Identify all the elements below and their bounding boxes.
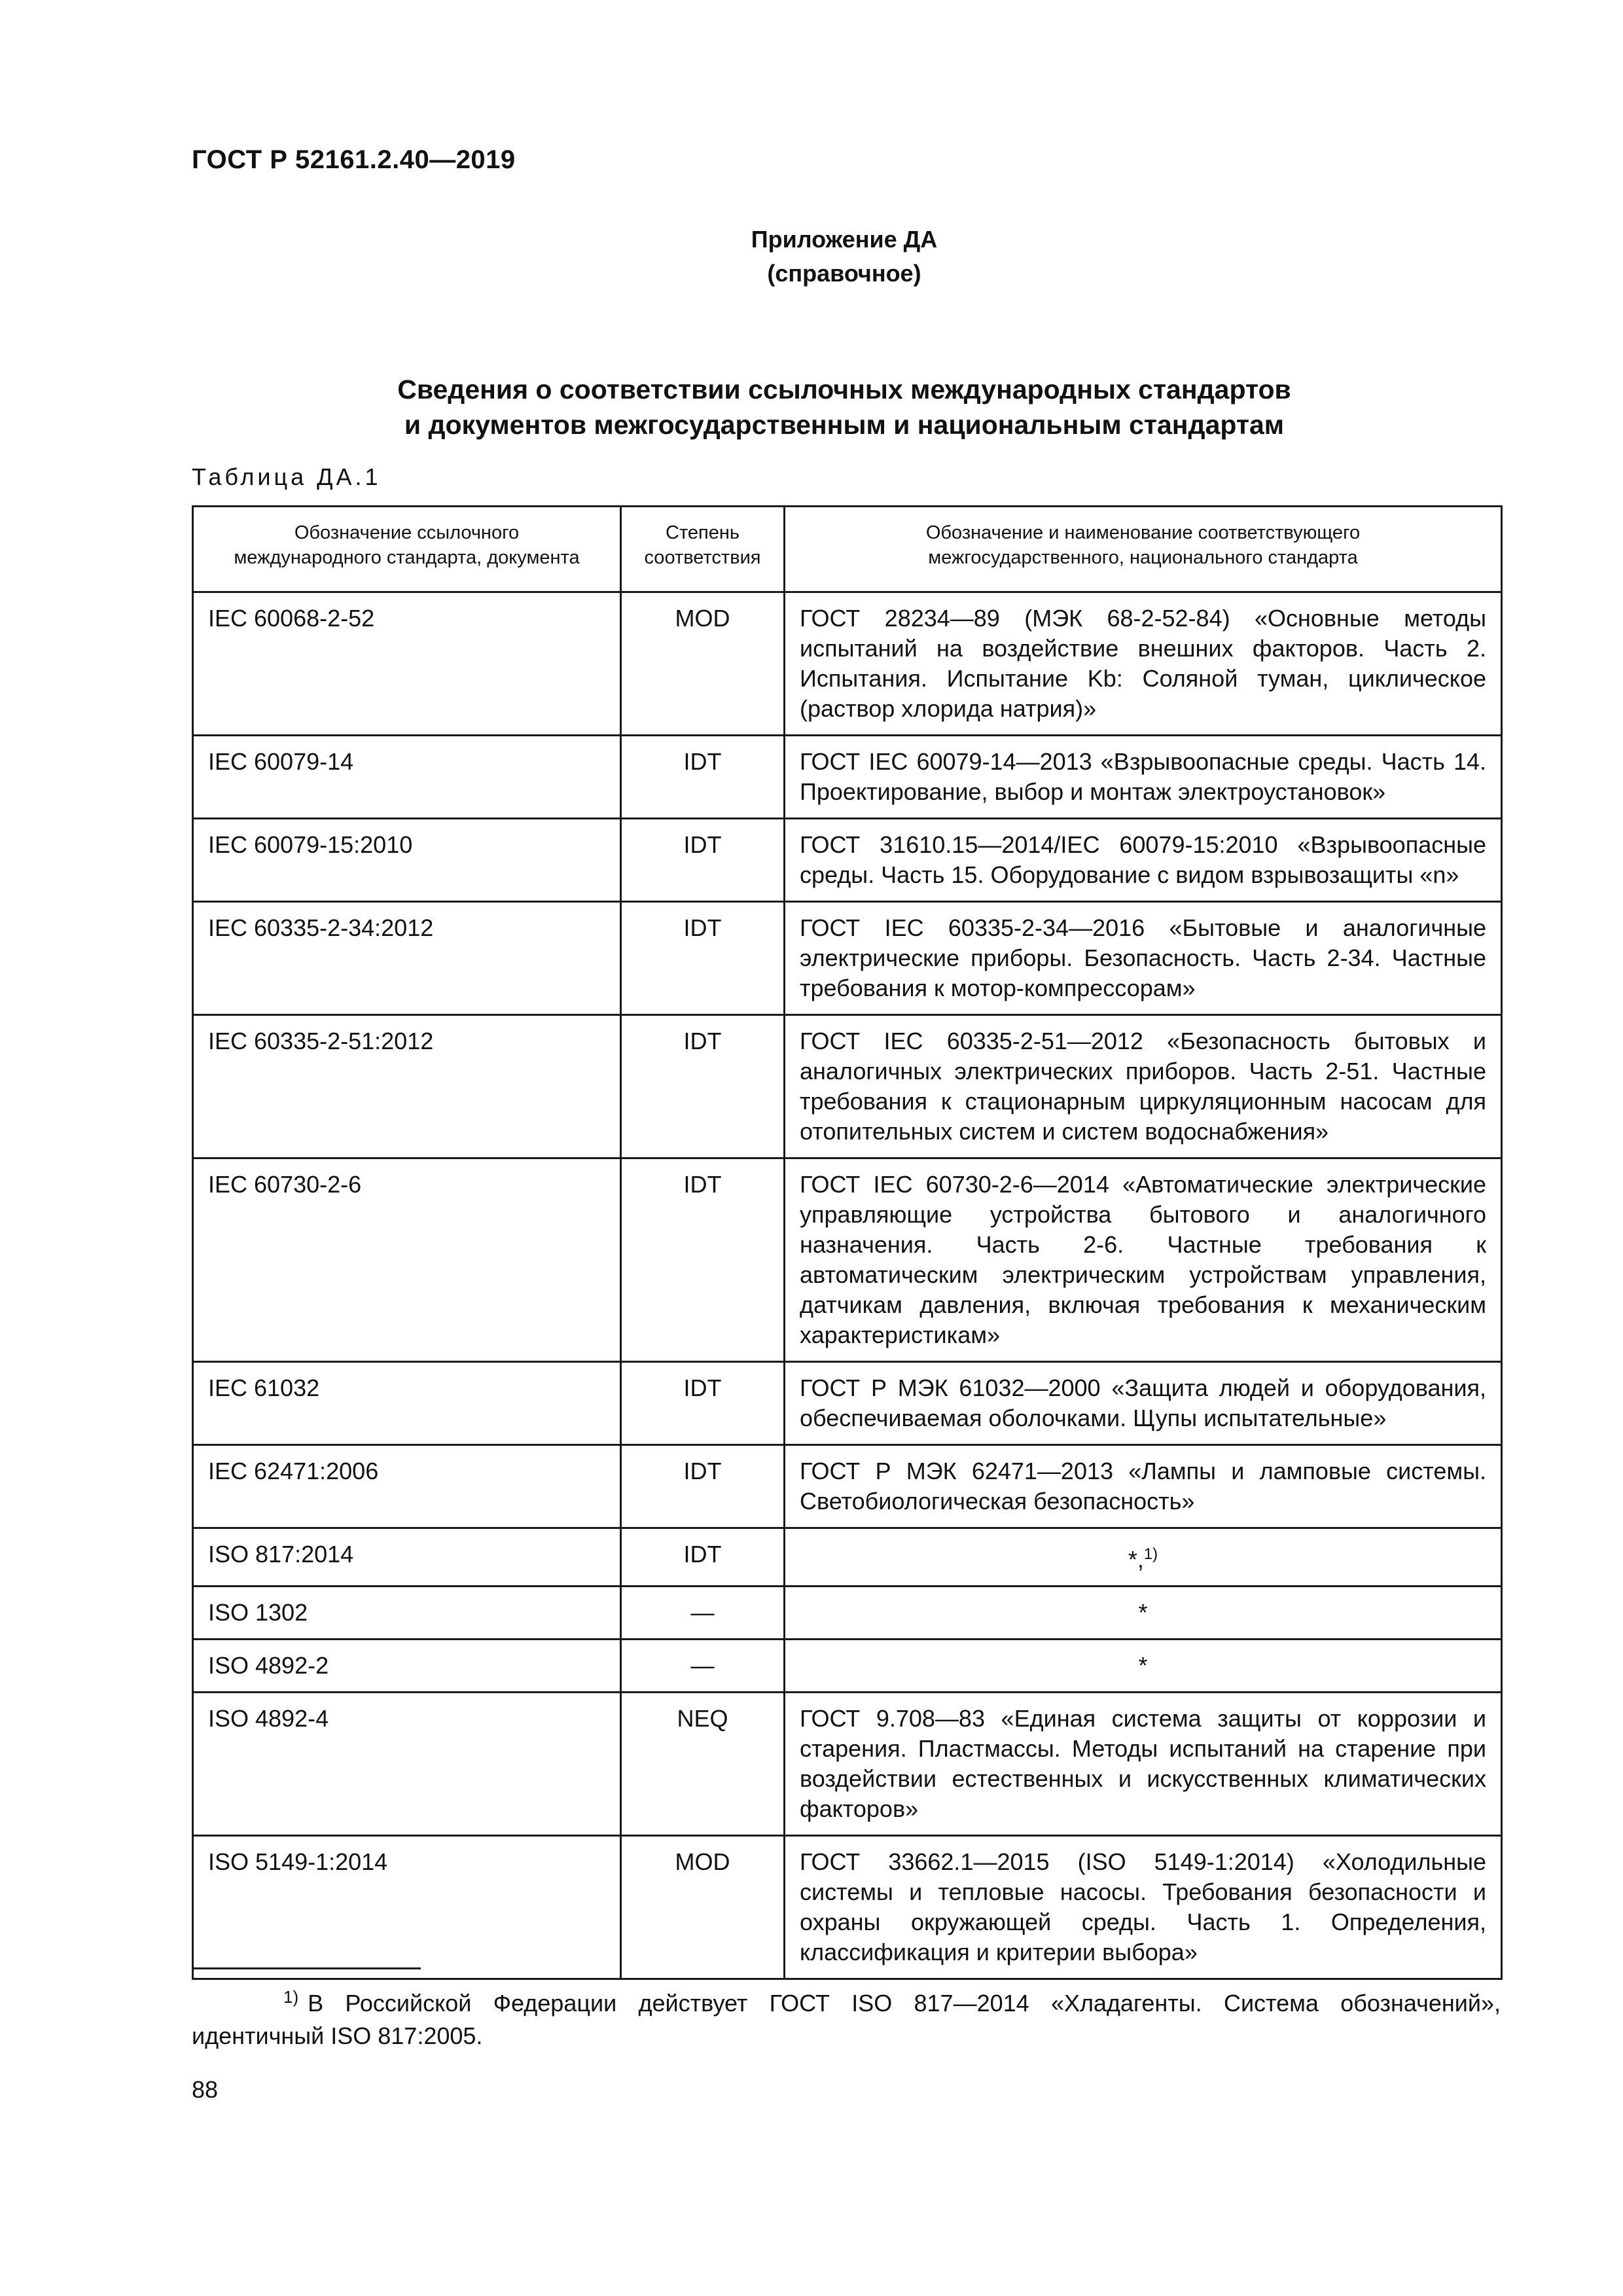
header-standard	[193, 507, 621, 592]
table-row	[193, 1693, 1502, 1836]
reference-cell: ГОСТ 33662.1—2015 (ISO 5149-1:2014) «Холодильные системы и тепловые насосы. Требования безопасности и охраны окружающей среды. Часть 1. Определения, классификация и критерии выбора»	[785, 1836, 1502, 1979]
reference-cell: ГОСТ IEC 60335-2-34—2016 «Бытовые и аналогичные электрические приборы. Безопасность. Часть 2-34. Частные требования к мотор-компрессорам»	[785, 902, 1502, 1015]
reference-cell: ГОСТ Р МЭК 61032—2000 «Защита людей и оборудования, обеспечиваемая оболочками. Щупы испытательные»	[785, 1362, 1502, 1445]
reference-cell: ГОСТ IEC 60335-2-51—2012 «Безопасность бытовых и аналогичных электрических приборов. Часть 2-51. Частные требования к стационарным циркуляционным насосам для отопительных систем и систем водоснабжения»	[785, 1015, 1502, 1158]
header-reference-line-1: Обозначение и наименование соответствующего	[925, 522, 1361, 543]
degree-cell: MOD	[621, 1836, 785, 1979]
degree-cell: IDT	[621, 1528, 785, 1587]
standard-cell: IEC 61032	[193, 1362, 621, 1445]
degree-cell: NEQ	[621, 1693, 785, 1836]
footnote-ref: 1)	[1143, 1545, 1158, 1563]
table-row	[193, 1445, 1502, 1528]
table-row	[193, 1362, 1502, 1445]
degree-cell: —	[621, 1587, 785, 1640]
standard-cell: ISO 4892-2	[193, 1640, 621, 1693]
reference-cell: *	[785, 1587, 1502, 1640]
correspondence-table	[192, 505, 1503, 1980]
footnote-mark: 1)	[283, 1987, 299, 2007]
reference-cell	[785, 1528, 1502, 1587]
annex-status: (справочное)	[767, 260, 921, 287]
standard-cell: IEC 60335-2-34:2012	[193, 902, 621, 1015]
section-title	[0, 372, 1623, 442]
standard-cell: IEC 62471:2006	[193, 1445, 621, 1528]
header-degree	[621, 507, 785, 592]
standard-cell: IEC 60079-14	[193, 736, 621, 819]
header-standard-line-2: международного стандарта, документа	[234, 547, 580, 568]
header-degree-line-2: соответствия	[644, 547, 761, 568]
header-reference	[785, 507, 1502, 592]
degree-cell: IDT	[621, 1015, 785, 1158]
degree-cell: MOD	[621, 592, 785, 736]
table-row	[193, 1836, 1502, 1979]
standard-cell: IEC 60730-2-6	[193, 1158, 621, 1362]
standard-cell: ISO 1302	[193, 1587, 621, 1640]
section-title-line-1: Сведения о соответствии ссылочных международных стандартов	[397, 374, 1291, 404]
reference-cell: ГОСТ 9.708—83 «Единая система защиты от коррозии и старения. Пластмассы. Методы испытаний на старение при воздействии естественных и искусственных климатических факторов»	[785, 1693, 1502, 1836]
standard-cell: IEC 60068-2-52	[193, 592, 621, 736]
degree-cell: IDT	[621, 1362, 785, 1445]
reference-cell: ГОСТ IEC 60730-2-6—2014 «Автоматические электрические управляющие устройства бытового и аналогичного назначения. Часть 2-6. Частные требования к автоматическим электрическим устройствам управления, датчикам давления, включая требования к механическим характеристикам»	[785, 1158, 1502, 1362]
table-header-row	[193, 507, 1502, 592]
table-row	[193, 902, 1502, 1015]
reference-cell: *	[785, 1640, 1502, 1693]
table-row	[193, 736, 1502, 819]
table-row	[193, 1158, 1502, 1362]
page-number: 88	[192, 2076, 219, 2103]
footnote	[192, 1981, 1501, 2053]
header-reference-line-2: межгосударственного, национального стандарта	[928, 547, 1358, 568]
standard-cell: ISO 4892-4	[193, 1693, 621, 1836]
header-standard-line-1: Обозначение ссылочного	[294, 522, 520, 543]
degree-cell: IDT	[621, 902, 785, 1015]
reference-cell: ГОСТ 31610.15—2014/IEC 60079-15:2010 «Взрывоопасные среды. Часть 15. Оборудование с видом взрывозащиты «n»	[785, 819, 1502, 902]
reference-cell: ГОСТ IEC 60079-14—2013 «Взрывоопасные среды. Часть 14. Проектирование, выбор и монтаж электроустановок»	[785, 736, 1502, 819]
footnote-text: В Российской Федерации действует ГОСТ ISO 817—2014 «Хладагенты. Система обозначений», идентичный ISO 817:2005.	[192, 1990, 1501, 2049]
standard-cell: IEC 60079-15:2010	[193, 819, 621, 902]
table-row	[193, 1015, 1502, 1158]
table-caption: Таблица ДА.1	[192, 463, 382, 490]
degree-cell: IDT	[621, 1445, 785, 1528]
degree-cell: IDT	[621, 819, 785, 902]
degree-cell: —	[621, 1640, 785, 1693]
header-degree-line-1: Степень	[666, 522, 740, 543]
reference-cell: ГОСТ Р МЭК 62471—2013 «Лампы и ламповые системы. Светобиологическая безопасность»	[785, 1445, 1502, 1528]
table-row	[193, 592, 1502, 736]
table-row	[193, 1587, 1502, 1640]
table-row	[193, 1528, 1502, 1587]
reference-asterisk: *,	[1128, 1546, 1144, 1573]
degree-cell: IDT	[621, 736, 785, 819]
section-title-line-2: и документов межгосударственным и национальным стандартам	[404, 410, 1285, 440]
document-code: ГОСТ Р 52161.2.40—2019	[192, 145, 516, 174]
reference-cell: ГОСТ 28234—89 (МЭК 68-2-52-84) «Основные методы испытаний на воздействие внешних факторов. Часть 2. Испытания. Испытание Kb: Соляной туман, циклическое (раствор хлорида натрия)»	[785, 592, 1502, 736]
table-row	[193, 819, 1502, 902]
footnote-divider	[192, 1967, 421, 1969]
annex-heading	[0, 223, 1623, 291]
annex-title: Приложение ДА	[751, 226, 938, 253]
degree-cell: IDT	[621, 1158, 785, 1362]
standard-cell: ISO 5149-1:2014	[193, 1836, 621, 1979]
standard-cell: ISO 817:2014	[193, 1528, 621, 1587]
standard-cell: IEC 60335-2-51:2012	[193, 1015, 621, 1158]
table-row	[193, 1640, 1502, 1693]
